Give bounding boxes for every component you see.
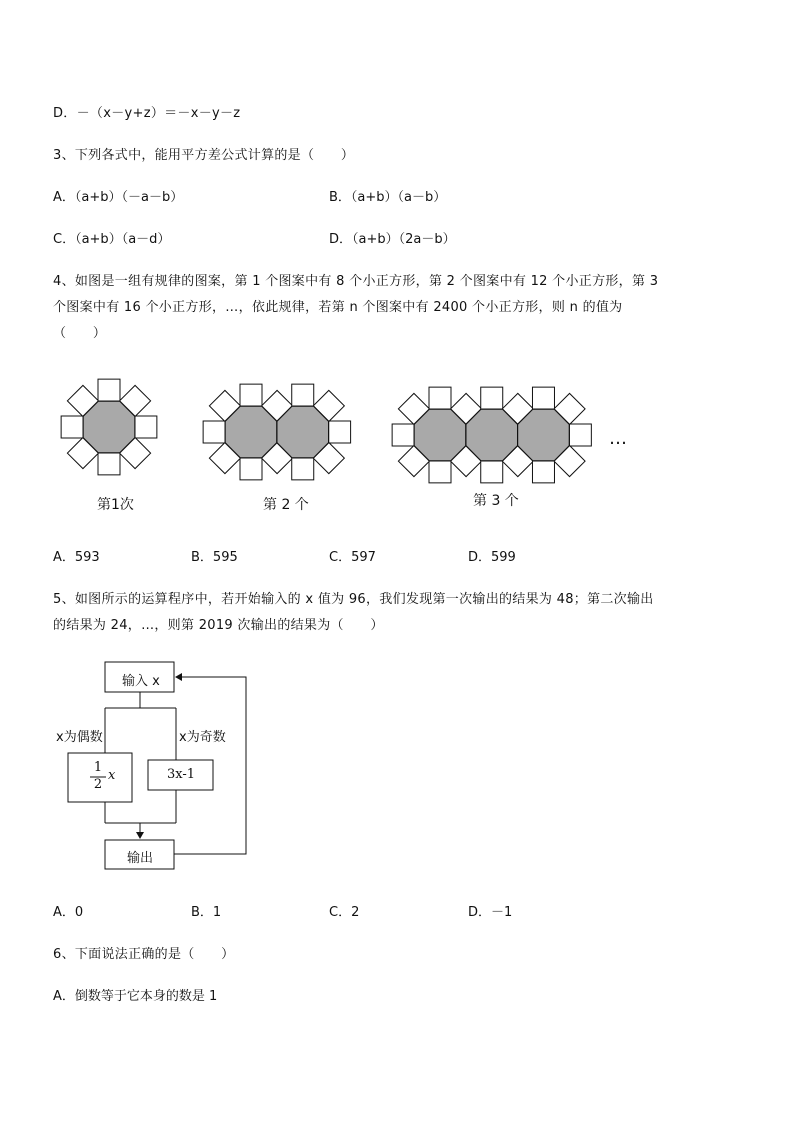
odd-expression: 3x-1 xyxy=(167,767,196,782)
pattern1-square-diag xyxy=(67,385,98,416)
pattern2-square-diag xyxy=(262,443,293,474)
pattern3-square-bottom xyxy=(532,461,554,483)
pattern2-square-top xyxy=(292,384,314,406)
q4-stem-line3: （ ） xyxy=(53,326,107,341)
pattern3-octagon xyxy=(414,409,466,461)
loop-back-arrow xyxy=(174,677,246,854)
pattern2-square-left xyxy=(203,421,225,443)
pattern1-square-diag xyxy=(120,438,151,469)
even-label: x为偶数 xyxy=(56,730,103,745)
q4-option-b: B．595 xyxy=(191,550,238,565)
pattern1-square-left xyxy=(61,416,83,438)
figure3-caption: 第 3 个 xyxy=(473,493,519,509)
q5-stem-line2: 的结果为 24，…，则第 2019 次输出的结果为（ ） xyxy=(53,618,384,633)
pattern3-square-diag xyxy=(502,393,533,424)
q5-option-c: C．2 xyxy=(329,905,360,920)
fraction-variable: x xyxy=(108,768,116,783)
q4-option-c: C．597 xyxy=(329,550,376,565)
output-label: 输出 xyxy=(127,851,154,866)
pattern2-square-bottom xyxy=(240,458,262,480)
q3-option-c: C．（a+b）（a－d） xyxy=(53,232,171,247)
pattern-shapes xyxy=(61,379,591,483)
pattern2-octagon xyxy=(277,406,329,458)
pattern1-square-diag xyxy=(120,385,151,416)
fraction-denominator: 2 xyxy=(93,777,103,792)
q6-stem: 6、下面说法正确的是（ ） xyxy=(53,947,235,962)
pattern2-square-diag xyxy=(262,390,293,421)
q3-option-a: A．（a+b）（－a－b） xyxy=(53,190,184,205)
q4-stem-line2: 个图案中有 16 个小正方形，…，依此规律，若第 n 个图案中有 2400 个小正方形，则 n 的值为 xyxy=(53,300,623,315)
q2-option-d: D．－（x－y+z）＝－x－y－z xyxy=(53,106,241,121)
figure1-caption: 第1次 xyxy=(97,497,134,513)
pattern2-square-bottom xyxy=(292,458,314,480)
pattern3-square-right xyxy=(569,424,591,446)
pattern3-square-top xyxy=(429,387,451,409)
q5-option-b: B．1 xyxy=(191,905,222,920)
pattern3-square-diag xyxy=(554,393,585,424)
pattern1-square-diag xyxy=(67,438,98,469)
q3-stem: 3、下列各式中，能用平方差公式计算的是（ ） xyxy=(53,148,355,163)
pattern-ellipsis: … xyxy=(609,428,627,449)
odd-label: x为奇数 xyxy=(179,730,226,745)
pattern1-square-right xyxy=(135,416,157,438)
pattern2-octagon xyxy=(225,406,277,458)
q5-stem-line1: 5、如图所示的运算程序中，若开始输入的 x 值为 96，我们发现第一次输出的结果为 48；第二次输出 xyxy=(53,592,654,607)
pattern3-square-top xyxy=(481,387,503,409)
pattern1-square-top xyxy=(98,379,120,401)
pattern3-square-diag xyxy=(554,446,585,477)
pattern2-square-diag xyxy=(209,443,240,474)
pattern3-octagon xyxy=(518,409,570,461)
pattern3-square-diag xyxy=(398,393,429,424)
pattern2-square-diag xyxy=(313,443,344,474)
pattern3-square-top xyxy=(532,387,554,409)
input-label: 输入 x xyxy=(122,674,160,689)
pattern2-square-diag xyxy=(209,390,240,421)
q5-option-a: A．0 xyxy=(53,905,84,920)
pattern3-octagon xyxy=(466,409,518,461)
pattern3-square-bottom xyxy=(481,461,503,483)
q4-option-a: A．593 xyxy=(53,550,100,565)
q6-option-a: A．倒数等于它本身的数是 1 xyxy=(53,989,218,1004)
fraction-numerator: 1 xyxy=(93,760,103,775)
pattern2-square-right xyxy=(329,421,351,443)
q4-stem-line1: 4、如图是一组有规律的图案，第 1 个图案中有 8 个小正方形，第 2 个图案中有 12 个小正方形，第 3 xyxy=(53,274,659,289)
q3-option-b: B．（a+b）（a－b） xyxy=(329,190,447,205)
figure2-caption: 第 2 个 xyxy=(263,497,309,513)
pattern1-square-bottom xyxy=(98,453,120,475)
q5-option-d: D．－1 xyxy=(468,905,513,920)
q3-option-d: D．（a+b）（2a－b） xyxy=(329,232,456,247)
pattern1-octagon xyxy=(83,401,135,453)
pattern2-square-diag xyxy=(313,390,344,421)
pattern3-square-left xyxy=(392,424,414,446)
pattern3-square-bottom xyxy=(429,461,451,483)
pattern3-square-diag xyxy=(451,446,482,477)
pattern3-square-diag xyxy=(398,446,429,477)
pattern2-square-top xyxy=(240,384,262,406)
q4-option-d: D．599 xyxy=(468,550,516,565)
pattern3-square-diag xyxy=(451,393,482,424)
pattern3-square-diag xyxy=(502,446,533,477)
